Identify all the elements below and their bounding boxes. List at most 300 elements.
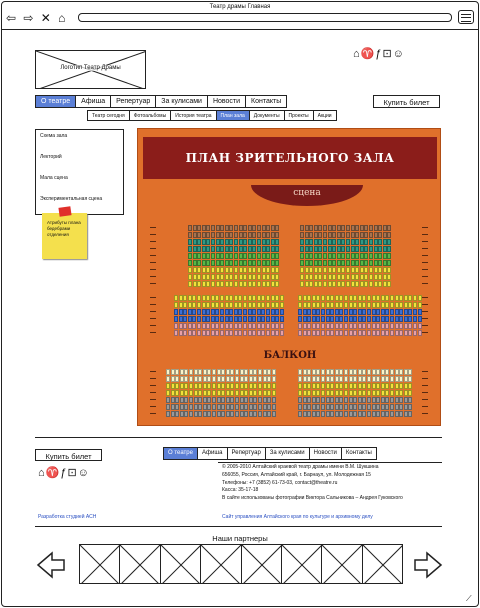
- seat[interactable]: [175, 397, 179, 403]
- seat[interactable]: [207, 376, 211, 382]
- seat[interactable]: [194, 376, 198, 382]
- seat[interactable]: [367, 411, 371, 417]
- seat[interactable]: [184, 404, 188, 410]
- seat[interactable]: [211, 239, 215, 245]
- seat[interactable]: [404, 397, 408, 403]
- seat[interactable]: [374, 225, 378, 231]
- seat[interactable]: [235, 397, 239, 403]
- seat[interactable]: [323, 281, 327, 287]
- seat[interactable]: [404, 309, 408, 315]
- seat[interactable]: [239, 239, 243, 245]
- seat[interactable]: [229, 239, 233, 245]
- seat[interactable]: [229, 232, 233, 238]
- seat[interactable]: [258, 369, 262, 375]
- seat[interactable]: [275, 323, 279, 329]
- seat[interactable]: [207, 404, 211, 410]
- seat[interactable]: [275, 330, 279, 336]
- seat[interactable]: [263, 369, 267, 375]
- seat[interactable]: [376, 369, 380, 375]
- seat[interactable]: [408, 323, 412, 329]
- seat[interactable]: [364, 246, 368, 252]
- side-menu-item[interactable]: Экспериментальная сцена: [40, 196, 103, 202]
- seat[interactable]: [307, 369, 311, 375]
- seat[interactable]: [229, 246, 233, 252]
- seat[interactable]: [372, 330, 376, 336]
- seat[interactable]: [378, 225, 382, 231]
- seat[interactable]: [358, 330, 362, 336]
- seat[interactable]: [171, 383, 175, 389]
- seat[interactable]: [364, 274, 368, 280]
- seat[interactable]: [180, 397, 184, 403]
- seat[interactable]: [188, 260, 192, 266]
- seat[interactable]: [248, 267, 252, 273]
- seat[interactable]: [267, 369, 271, 375]
- seat[interactable]: [217, 376, 221, 382]
- seat[interactable]: [390, 302, 394, 308]
- seat[interactable]: [378, 232, 382, 238]
- seat[interactable]: [372, 316, 376, 322]
- partner-logo[interactable]: [282, 545, 322, 583]
- seat[interactable]: [235, 404, 239, 410]
- seat[interactable]: [257, 239, 261, 245]
- seat[interactable]: [372, 376, 376, 382]
- seat[interactable]: [271, 232, 275, 238]
- partner-logo[interactable]: [120, 545, 160, 583]
- seat[interactable]: [355, 246, 359, 252]
- seat[interactable]: [399, 390, 403, 396]
- seat[interactable]: [183, 295, 187, 301]
- seat[interactable]: [229, 330, 233, 336]
- seat[interactable]: [257, 330, 261, 336]
- seat[interactable]: [346, 281, 350, 287]
- seat[interactable]: [194, 411, 198, 417]
- seat[interactable]: [175, 404, 179, 410]
- seat[interactable]: [271, 253, 275, 259]
- seat[interactable]: [198, 369, 202, 375]
- seat[interactable]: [385, 383, 389, 389]
- seat[interactable]: [328, 260, 332, 266]
- seat[interactable]: [171, 390, 175, 396]
- seat[interactable]: [193, 239, 197, 245]
- seat[interactable]: [349, 404, 353, 410]
- seat[interactable]: [358, 295, 362, 301]
- seat[interactable]: [321, 376, 325, 382]
- seat[interactable]: [404, 376, 408, 382]
- seat[interactable]: [362, 330, 366, 336]
- seat[interactable]: [243, 225, 247, 231]
- seat[interactable]: [408, 316, 412, 322]
- seat[interactable]: [174, 309, 178, 315]
- seat[interactable]: [381, 369, 385, 375]
- seat[interactable]: [174, 295, 178, 301]
- seat[interactable]: [275, 246, 279, 252]
- seat[interactable]: [248, 246, 252, 252]
- seat[interactable]: [335, 330, 339, 336]
- side-menu-item[interactable]: Мала сцена: [40, 175, 68, 181]
- seat[interactable]: [399, 376, 403, 382]
- seat[interactable]: [253, 369, 257, 375]
- seat[interactable]: [212, 369, 216, 375]
- seat[interactable]: [207, 397, 211, 403]
- government-link[interactable]: Сайт управления Алтайского края по культуре и архивному делу: [222, 514, 373, 520]
- seat[interactable]: [399, 383, 403, 389]
- seat[interactable]: [330, 330, 334, 336]
- footer-buy-ticket-button[interactable]: Купить билет: [35, 449, 102, 461]
- seat[interactable]: [330, 376, 334, 382]
- seat[interactable]: [234, 302, 238, 308]
- seat[interactable]: [309, 274, 313, 280]
- seat[interactable]: [314, 281, 318, 287]
- seat[interactable]: [349, 295, 353, 301]
- seat[interactable]: [309, 260, 313, 266]
- seat[interactable]: [321, 330, 325, 336]
- seat[interactable]: [249, 369, 253, 375]
- seat[interactable]: [335, 316, 339, 322]
- seat[interactable]: [261, 330, 265, 336]
- seat[interactable]: [395, 316, 399, 322]
- sub-nav-item[interactable]: Театр сегодня: [88, 111, 130, 120]
- seat[interactable]: [171, 404, 175, 410]
- footer-nav-item[interactable]: Новости: [310, 448, 342, 459]
- seat[interactable]: [376, 390, 380, 396]
- seat[interactable]: [188, 253, 192, 259]
- seat[interactable]: [267, 376, 271, 382]
- seat[interactable]: [349, 411, 353, 417]
- seat[interactable]: [229, 225, 233, 231]
- seat[interactable]: [198, 397, 202, 403]
- seat[interactable]: [346, 246, 350, 252]
- seat[interactable]: [390, 411, 394, 417]
- seat[interactable]: [381, 330, 385, 336]
- seat[interactable]: [197, 239, 201, 245]
- seat[interactable]: [312, 316, 316, 322]
- seat[interactable]: [349, 323, 353, 329]
- seat[interactable]: [303, 376, 307, 382]
- seat[interactable]: [335, 397, 339, 403]
- seat[interactable]: [202, 330, 206, 336]
- seat[interactable]: [226, 397, 230, 403]
- seat[interactable]: [189, 404, 193, 410]
- seat[interactable]: [240, 404, 244, 410]
- seat[interactable]: [189, 390, 193, 396]
- seat[interactable]: [303, 411, 307, 417]
- seat[interactable]: [390, 323, 394, 329]
- seat[interactable]: [316, 390, 320, 396]
- seat[interactable]: [353, 397, 357, 403]
- seat[interactable]: [312, 369, 316, 375]
- seat[interactable]: [358, 376, 362, 382]
- seat[interactable]: [378, 267, 382, 273]
- seat[interactable]: [305, 253, 309, 259]
- seat[interactable]: [243, 246, 247, 252]
- seat[interactable]: [330, 383, 334, 389]
- seat[interactable]: [240, 390, 244, 396]
- seat[interactable]: [203, 390, 207, 396]
- side-menu-item[interactable]: Лекторий: [40, 154, 62, 160]
- seat[interactable]: [374, 281, 378, 287]
- seat[interactable]: [387, 260, 391, 266]
- seat[interactable]: [307, 330, 311, 336]
- seat[interactable]: [328, 253, 332, 259]
- seat[interactable]: [229, 309, 233, 315]
- seat[interactable]: [360, 281, 364, 287]
- seat[interactable]: [339, 369, 343, 375]
- seat[interactable]: [174, 323, 178, 329]
- seat[interactable]: [362, 369, 366, 375]
- seat[interactable]: [179, 316, 183, 322]
- seat[interactable]: [266, 246, 270, 252]
- seat[interactable]: [229, 274, 233, 280]
- seat[interactable]: [374, 260, 378, 266]
- seat[interactable]: [316, 309, 320, 315]
- seat[interactable]: [303, 390, 307, 396]
- seat[interactable]: [280, 330, 284, 336]
- seat[interactable]: [263, 397, 267, 403]
- footer-nav-item[interactable]: О театре: [164, 448, 198, 459]
- seat[interactable]: [330, 411, 334, 417]
- seat[interactable]: [385, 323, 389, 329]
- seat[interactable]: [266, 316, 270, 322]
- seat[interactable]: [212, 376, 216, 382]
- seat[interactable]: [364, 253, 368, 259]
- seat[interactable]: [266, 253, 270, 259]
- seat[interactable]: [385, 369, 389, 375]
- seat[interactable]: [300, 232, 304, 238]
- partner-logo[interactable]: [363, 545, 402, 583]
- seat[interactable]: [188, 239, 192, 245]
- resize-handle-icon[interactable]: ⟋: [466, 594, 472, 603]
- seat[interactable]: [225, 253, 229, 259]
- seat[interactable]: [166, 383, 170, 389]
- seat[interactable]: [184, 411, 188, 417]
- seat[interactable]: [194, 390, 198, 396]
- developer-link[interactable]: Разработка студией АСН: [38, 514, 97, 520]
- sub-nav-item[interactable]: Проекты: [285, 111, 314, 120]
- seat[interactable]: [275, 267, 279, 273]
- seat[interactable]: [271, 246, 275, 252]
- seat[interactable]: [408, 411, 412, 417]
- seat[interactable]: [234, 260, 238, 266]
- seat[interactable]: [234, 316, 238, 322]
- buy-ticket-button[interactable]: Купить билет: [373, 95, 440, 108]
- seat[interactable]: [321, 404, 325, 410]
- seat[interactable]: [362, 309, 366, 315]
- seat[interactable]: [166, 404, 170, 410]
- seat[interactable]: [404, 330, 408, 336]
- seat[interactable]: [374, 253, 378, 259]
- seat[interactable]: [360, 267, 364, 273]
- seat[interactable]: [252, 260, 256, 266]
- seat[interactable]: [261, 316, 265, 322]
- seat[interactable]: [252, 267, 256, 273]
- seat[interactable]: [257, 274, 261, 280]
- seat[interactable]: [202, 302, 206, 308]
- seat[interactable]: [362, 404, 366, 410]
- address-bar[interactable]: [78, 13, 452, 22]
- seat[interactable]: [206, 239, 210, 245]
- seat[interactable]: [188, 295, 192, 301]
- seat[interactable]: [318, 274, 322, 280]
- seat[interactable]: [404, 302, 408, 308]
- seat[interactable]: [257, 253, 261, 259]
- seat[interactable]: [385, 295, 389, 301]
- seat[interactable]: [243, 316, 247, 322]
- seat[interactable]: [339, 316, 343, 322]
- seat[interactable]: [275, 239, 279, 245]
- seat[interactable]: [298, 411, 302, 417]
- seat[interactable]: [349, 376, 353, 382]
- seat[interactable]: [305, 232, 309, 238]
- seat[interactable]: [383, 246, 387, 252]
- seat[interactable]: [212, 390, 216, 396]
- seat[interactable]: [298, 390, 302, 396]
- seat[interactable]: [229, 260, 233, 266]
- seat[interactable]: [171, 411, 175, 417]
- seat[interactable]: [207, 369, 211, 375]
- seat[interactable]: [305, 246, 309, 252]
- seat[interactable]: [257, 295, 261, 301]
- seat[interactable]: [374, 274, 378, 280]
- seat[interactable]: [339, 376, 343, 382]
- seat[interactable]: [263, 411, 267, 417]
- seat[interactable]: [193, 225, 197, 231]
- seat[interactable]: [408, 376, 412, 382]
- seat[interactable]: [318, 267, 322, 273]
- seat[interactable]: [381, 404, 385, 410]
- seat[interactable]: [212, 397, 216, 403]
- seat[interactable]: [367, 383, 371, 389]
- seat[interactable]: [408, 383, 412, 389]
- seat[interactable]: [374, 232, 378, 238]
- seat[interactable]: [193, 246, 197, 252]
- seat[interactable]: [202, 239, 206, 245]
- seat[interactable]: [271, 267, 275, 273]
- seat[interactable]: [271, 260, 275, 266]
- partner-logo[interactable]: [161, 545, 201, 583]
- seat[interactable]: [395, 330, 399, 336]
- seat[interactable]: [166, 376, 170, 382]
- seat[interactable]: [307, 316, 311, 322]
- seat[interactable]: [197, 274, 201, 280]
- seat[interactable]: [203, 376, 207, 382]
- seat[interactable]: [326, 309, 330, 315]
- seat[interactable]: [194, 383, 198, 389]
- seat[interactable]: [248, 225, 252, 231]
- seat[interactable]: [275, 225, 279, 231]
- seat[interactable]: [318, 232, 322, 238]
- seat[interactable]: [212, 404, 216, 410]
- seat[interactable]: [230, 397, 234, 403]
- seat[interactable]: [184, 369, 188, 375]
- seat[interactable]: [266, 232, 270, 238]
- seat[interactable]: [316, 383, 320, 389]
- seat[interactable]: [326, 295, 330, 301]
- seat[interactable]: [339, 390, 343, 396]
- seat[interactable]: [344, 397, 348, 403]
- seat[interactable]: [266, 309, 270, 315]
- seat[interactable]: [221, 376, 225, 382]
- seat[interactable]: [318, 260, 322, 266]
- seat[interactable]: [216, 232, 220, 238]
- seat[interactable]: [378, 239, 382, 245]
- seat[interactable]: [358, 411, 362, 417]
- seat[interactable]: [193, 260, 197, 266]
- seat[interactable]: [198, 404, 202, 410]
- seat[interactable]: [323, 253, 327, 259]
- seat[interactable]: [385, 404, 389, 410]
- seat[interactable]: [272, 390, 276, 396]
- seat[interactable]: [298, 369, 302, 375]
- seat[interactable]: [197, 309, 201, 315]
- seat[interactable]: [179, 295, 183, 301]
- seat[interactable]: [198, 376, 202, 382]
- seat[interactable]: [244, 411, 248, 417]
- seat[interactable]: [351, 267, 355, 273]
- seat[interactable]: [351, 253, 355, 259]
- seat[interactable]: [166, 397, 170, 403]
- seat[interactable]: [337, 281, 341, 287]
- seat[interactable]: [300, 246, 304, 252]
- seat[interactable]: [385, 316, 389, 322]
- seat[interactable]: [372, 323, 376, 329]
- seat[interactable]: [339, 411, 343, 417]
- seat[interactable]: [253, 411, 257, 417]
- seat[interactable]: [328, 267, 332, 273]
- seat[interactable]: [216, 274, 220, 280]
- seat[interactable]: [307, 411, 311, 417]
- seat[interactable]: [344, 411, 348, 417]
- seat[interactable]: [316, 376, 320, 382]
- seat[interactable]: [387, 281, 391, 287]
- seat[interactable]: [367, 330, 371, 336]
- seat[interactable]: [341, 260, 345, 266]
- seat[interactable]: [362, 295, 366, 301]
- seat[interactable]: [335, 309, 339, 315]
- seat[interactable]: [174, 330, 178, 336]
- seat[interactable]: [230, 390, 234, 396]
- seat[interactable]: [378, 246, 382, 252]
- seat[interactable]: [225, 302, 229, 308]
- seat[interactable]: [280, 302, 284, 308]
- seat[interactable]: [239, 260, 243, 266]
- seat[interactable]: [316, 330, 320, 336]
- seat[interactable]: [193, 253, 197, 259]
- sub-nav-item[interactable]: Документы: [250, 111, 285, 120]
- seat[interactable]: [197, 281, 201, 287]
- seat[interactable]: [353, 390, 357, 396]
- seat[interactable]: [378, 281, 382, 287]
- seat[interactable]: [175, 390, 179, 396]
- seat[interactable]: [353, 302, 357, 308]
- seat[interactable]: [346, 253, 350, 259]
- seat[interactable]: [395, 404, 399, 410]
- seat[interactable]: [298, 302, 302, 308]
- seat[interactable]: [272, 404, 276, 410]
- seat[interactable]: [257, 281, 261, 287]
- seat[interactable]: [275, 232, 279, 238]
- seat[interactable]: [217, 383, 221, 389]
- seat[interactable]: [305, 267, 309, 273]
- main-nav-item[interactable]: О театре: [36, 96, 76, 107]
- seat[interactable]: [404, 316, 408, 322]
- seat[interactable]: [355, 274, 359, 280]
- seat[interactable]: [330, 323, 334, 329]
- side-menu-item[interactable]: Схема зала: [40, 133, 68, 139]
- seat[interactable]: [385, 390, 389, 396]
- seat[interactable]: [188, 232, 192, 238]
- seat[interactable]: [194, 369, 198, 375]
- seat[interactable]: [381, 383, 385, 389]
